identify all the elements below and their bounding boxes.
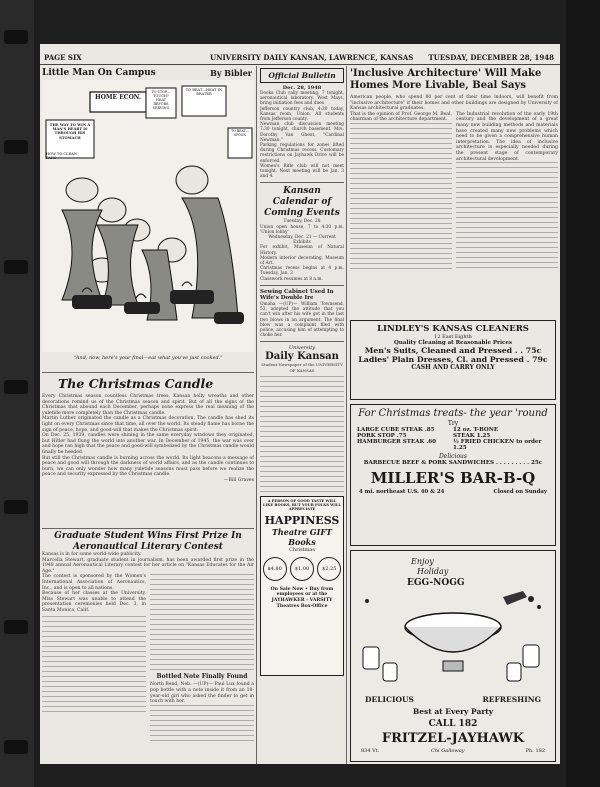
millers-closed: Closed on Sunday [493,489,547,495]
body-text-illegible [150,705,254,745]
gift-books-ad [260,496,344,676]
body-text-illegible [150,574,254,670]
calendar-entry-5: Modern interior decorating, Museum of Art. [260,255,344,267]
millers-address: 4 mi. northeast U.S. 40 & 24 [359,489,445,495]
paper-name: UNIVERSITY DAILY KANSAN, LAWRENCE, KANSAS [210,53,414,62]
candle-paragraph-2: Martin Luther originated the candle as a Christmas decoration. The candle has shed its light on every Christmas since that time, all over the world. Its steady flame has borne the sign of peace, hope, and good-will that makes the Christmas spirit. [42,416,254,433]
newspaper-page [40,44,560,764]
cartoon-block [42,68,254,368]
eggnog-address: 834 Vt. [361,748,380,754]
body-text-illegible [456,162,558,272]
sign-stomach: THE WAY TO WIN A MAN'S HEART IS THROUGH HIS STOMACH [49,123,91,140]
millers-footer [351,487,555,497]
masthead-name: Daily Kansan [265,351,339,363]
sign-beat-spoon: TO BEAT—SPOON [231,129,249,137]
calendar-entry-6: Christmas recess begins at 4 p.m. Tuesday, Jan. 3 [260,266,344,277]
gift-ad-top: A PERSON OF GOOD TASTE WILL LIKE BOOKS, BUT YOUR FOLKS WILL APPRECIATE [263,498,341,512]
middle-column [260,68,344,764]
calendar-title: Kansan Calendar of Coming Events [264,186,340,219]
millers-bbq-line: BARBECUE BEEF & PORK SANDWICHES . . . . . . . . . 25c [363,460,543,466]
body-text-illegible [42,616,146,716]
candle-paragraph-1: Every Christmas season countless Christmas trees, Kansan holly wreaths and other decorations remind us of the Christmas season and spirit. But of all the signs of the Christmas that abound each December, perhaps none express the real meaning of the yuletide more completely than the Christmas candle. [42,394,254,416]
lindley-line: Quality Cleaning at Reasonable Prices [394,340,512,346]
gift-price-1: $4.80 [263,557,287,581]
eggnog-dairy-name: FRITZEL-JAYHAWK [381,731,525,746]
lindley-cash: CASH AND CARRY ONLY [411,364,495,371]
candle-signature: —Bill Graves [223,477,254,483]
bulletin-item-5: Women's Rifle club will not meet tonight. Next meeting will be Jan. 3 and 4. [260,163,344,180]
body-text-illegible [350,123,452,273]
inclusive-paragraph-2: That is the opinion of Prof. George M. Beal, chairman of the architecture department. [350,111,452,123]
gift-price-2: $1.00 [290,557,314,581]
column-rule [256,66,257,764]
millers-bbq-ad [350,404,556,546]
cartoon-caption: "And, now, here's your final—eat what you've just cooked." [73,355,223,361]
millers-name: MILLER'S BAR-B-Q [370,469,536,487]
bulletin-item-2: Jefferson country club, 4:30 today, Kansas room, Union. All students from Jefferson county. [260,106,344,123]
masthead-tagline: Student Newspaper of the UNIVERSITY OF KANSAS [261,362,343,373]
cartoon-title: Little Man On Campus [42,68,156,78]
bulletin-date: Dec. 28, 1948 [282,85,322,91]
gift-ad-season: Christmas [289,546,315,553]
eggnog-phone: Ph. 182 [525,748,545,754]
sewing-body: Omaha —(UP)— William Townsend, 53, adopted the attitude that you can't win after his wife got in the last two blows in an argument. The final blow was a complaint filed with police, accusing him of attempting to choke her. [260,301,344,339]
calendar-entry-3: Wednesday, Dec. 21 — Current Exhibits [268,235,336,246]
graduate-paragraph-2: Marcella Stewart, graduate student in journalism, has been awarded first prize in the 1948 annual Aeronautical Literary contest for her article on "Kansas Educates for the Air Age." [42,557,254,574]
sewing-headline: Sewing Cabinet Used In Wife's Double Ire [260,288,334,302]
eggnog-call: CALL 182 [428,719,478,729]
eggnog-enjoy: Enjoy [411,557,434,566]
editorial-candle [42,372,254,522]
graduate-headline: Graduate Student Wins First Prize In Aeronautical Literary Contest [54,531,242,552]
gift-price-3: $2.25 [317,557,341,581]
graduate-paragraph-1: Kansas is in for some world-wide publicity. [42,552,142,557]
candle-paragraph-4: But still the Christmas candle is burning across the world. Its light beacons a message of peace and good will through the darkness of world affairs, and as the candle continues to burn, we can only wonder how many yuletide seasons must pass before we realize the peace and security expressed by the Christmas candle. [42,455,254,478]
bottled-headline: Bottled Note Finally Found [156,673,248,681]
eggnog-name: EGG-NOGG [407,578,465,588]
menu-item: ½ FRIED CHICKEN to order 1.25 [453,439,542,451]
page-number: PAGE SIX [44,53,82,62]
menu-item: PORK STOP .75 [357,433,407,439]
eggnog-ad [350,550,556,762]
sign-clean-pans: HOW TO CLEAN PANS [46,152,77,161]
sign-home-econ: HOME ECON. [95,94,141,101]
gift-ad-word: HAPPINESS [264,513,340,527]
candle-headline: The Christmas Candle [58,376,214,391]
lindley-cleaners-ad [350,320,556,400]
millers-try: Try [447,420,459,427]
millers-headline: For Christmas treats- the year 'round [358,408,548,419]
lindley-suits: Men's Suits, Cleaned and Pressed . . 75c [364,346,542,355]
eggnog-refreshing: REFRESHING [482,695,541,704]
menu-item: 12 oz. T-BONE [453,427,499,433]
inclusive-headline: 'Inclusive Architecture' Will Make Homes More Livable, Beal Says [350,68,542,91]
candle-paragraph-3: On Dec. 25, 1939, candles were shining in the same everyday windows they originated, but Hitler had flung the world into another war. In December of 1945, the war was over and hope ran high that the peace and good-will symbolized by the Christmas candle would finally be heeded. [42,433,254,455]
gift-ad-sub: Theatre GIFT Books [271,526,333,547]
eggnog-dairy-sign: Chi Galloway [431,748,465,754]
bulletin-title: Official Bulletin [260,68,344,83]
menu-item: STEAK 1.25 [453,433,491,439]
bottled-body: North Bend, Neb. —(UP)— Paul Lux found a pop bottle with a note inside it from an 18-year-old girl who asked the finder to get in touch with her. [150,682,254,705]
lindley-name: LINDLEY'S KANSAS CLEANERS [377,324,529,334]
bulletin-item-3: Newman club discussion meeting 7:30 tonight, church basement. Mrs. Dorothy Van Ghent, "Cardinal Newman." [260,122,344,143]
eggnog-delicious: DELICIOUS [365,695,414,704]
page-header [40,44,560,65]
eggnog-best: Best at Every Party [412,707,494,716]
calendar-entry-4: For exhibit, Museum of Natural History. [260,245,344,256]
graduate-paragraph-3: The contest is sponsored by the Women's International Association of Aeronautics, Inc., and is open to all nations. [42,574,146,591]
gift-ad-prices [261,557,343,581]
film-rail-left [0,0,34,787]
menu-item: HAMBURGER STEAK .60 [357,439,437,445]
eggnog-bowl-drawing [353,587,553,687]
article-inclusive [350,68,558,318]
inclusive-lede: American people, who spend 80 per cent of their time indoors, will benefit from "inclusive architecture" if their homes and other buildings are designed by University of Kansas architectural graduates. [350,95,558,112]
bulletin-item-1: Dooks Club rally meeting, 7 tonight, aeronautical laboratory. West Mays, bring initiation fees and dues [260,91,344,107]
masthead-university: University [288,345,316,352]
lindley-dresses: Ladies' Plain Dresses, Cl. and Pressed . 79c [358,355,548,364]
staff-listing-illegible [260,376,344,492]
graduate-paragraph-4: Because of her classes at the University, Miss Stewart was unable to attend the presentation ceremonies held Dec. 3, in Santa Monica, Calif. [42,591,146,613]
calendar-entry-7: Classwork resumes at 8 a.m. [260,276,323,282]
eggnog-holiday: Holiday [417,567,449,576]
issue-date: TUESDAY, DECEMBER 28, 1948 [428,53,554,62]
millers-menu [351,427,555,451]
inclusive-paragraph-3: The Industrial revolution of the early 19th century and the development of a great many new building methods and materials have created many new problems which need to be given a comprehensive human interpretation. The idea of inclusive architecture is especially needed during the present stage of contemporary architectural development. [456,111,558,162]
cartoon-drawing [42,80,254,352]
lindley-address: 12 East Eighth [434,334,472,340]
calendar-entry-2: Union open house, 7 to 4:30 p.m. 'Union lobby' [260,224,344,235]
calendar-entry-1: Tuesday, Dec. 28 [283,219,321,225]
article-graduate [42,528,254,764]
gift-ad-sale: On Sale Now • Buy from employees or at the JAYHAWKER - VARSITY Theatres Box-Office [270,586,334,609]
sign-stop: TO STOP—TOUGH? HEAT BEFORE SERVING [151,90,171,110]
film-rail-right [566,0,600,787]
sign-beat-heat: TO BEAT—HEAT IN BEATER [185,88,223,97]
cartoon-byline: By Bibler [210,68,252,78]
millers-delicious: Delicious [438,453,468,460]
bulletin-item-4: Parking regulations for zones lifted during Christmas recess. Customary restrictions on Jayhawk Drive will be enforced. [260,143,344,164]
column-rule [346,66,347,764]
menu-item: LARGE CUBE STEAK .85 [357,427,435,433]
